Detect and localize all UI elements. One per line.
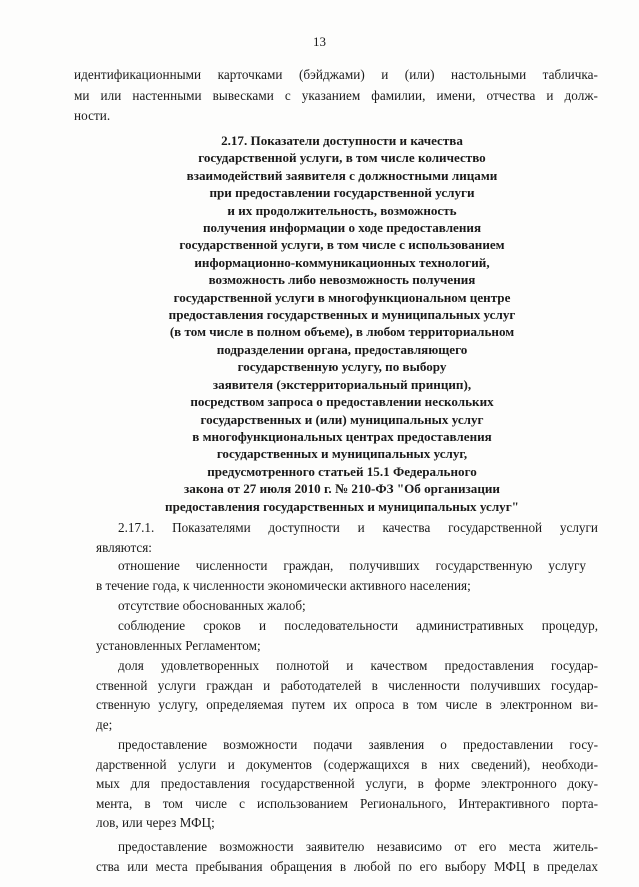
list-item (96, 556, 598, 595)
list-item (96, 656, 598, 734)
paragraph-2-17-1 (96, 518, 598, 557)
paragraph-line: предоставление возможности заявителю независимо от его места житель- (118, 839, 598, 854)
paragraph-line: мых для предоставления государственной услуги, в форме электронного доку- (96, 776, 598, 792)
paragraph-line: мента, в том числе с использованием Регионального, Интерактивного порта- (96, 795, 598, 811)
heading-line: (в том числе в полном объеме), в любом территориальном (169, 324, 515, 340)
paragraph-line: предоставление возможности подачи заявления о предоставлении госу- (118, 737, 598, 752)
heading-line: предоставления государственных и муниципальных услуг (168, 307, 516, 323)
list-item (96, 735, 598, 833)
heading-line: и их продолжительность, возможность (227, 202, 457, 218)
section-heading (70, 132, 614, 515)
heading-line: в многофункциональных центрах предоставления (192, 428, 492, 444)
heading-line: предоставления государственных и муниципальных услуг" (165, 498, 519, 514)
intro-paragraph (74, 65, 598, 127)
heading-line: государственных и муниципальных услуг, (216, 446, 468, 462)
list-item (118, 596, 598, 616)
paragraph-line: де; (96, 716, 113, 732)
heading-line: государственной услуги, в том числе количество (198, 150, 486, 166)
intro-line: ности. (74, 108, 111, 123)
heading-line: предусмотренного статьей 15.1 Федерального (207, 463, 477, 479)
intro-line: ми или настенными вывесками с указанием фамилии, имени, отчества и долж- (74, 87, 598, 103)
heading-line: заявителя (экстерриториальный принцип), (212, 376, 472, 392)
paragraph-line: соблюдение сроков и последовательности административных процедур, (118, 618, 598, 633)
heading-line: государственную услугу, по выбору (237, 359, 447, 375)
paragraph-line: ственной услуги граждан и работодателей в численности получивших государ- (96, 677, 598, 693)
paragraph-line: установленных Регламентом; (96, 637, 261, 653)
paragraph-line: отношение численности граждан, получивших государственную услугу (118, 558, 586, 573)
page-number: 13 (313, 34, 326, 49)
paragraph-line: 2.17.1. Показателями доступности и качества государственной услуги (118, 520, 598, 535)
paragraph-line: доля удовлетворенных полнотой и качеством предоставления государ- (118, 658, 598, 673)
heading-line: информационно-коммуникационных технологий, (194, 254, 490, 270)
paragraph-line: в течение года, к численности экономически активного населения; (96, 577, 471, 593)
intro-line: идентификационными карточками (бэйджами) и (или) настольными табличка- (74, 67, 598, 82)
heading-line: государственной услуги в многофункциональном центре (173, 289, 511, 305)
heading-line: возможность либо невозможность получения (208, 272, 476, 288)
heading-line: государственных и (или) муниципальных услуг (200, 411, 484, 427)
paragraph-line: ства или места пребывания обращения в любой по его выбору МФЦ в пределах (96, 858, 598, 874)
heading-line: подразделении органа, предоставляющего (216, 341, 468, 357)
heading-line: при предоставлении государственной услуги (209, 185, 475, 201)
heading-line: государственной услуги, в том числе с использованием (179, 237, 505, 253)
paragraph-line: ственную услугу, определяемая путем их опроса в том числе в электронном ви- (96, 697, 598, 713)
heading-line: взаимодействий заявителя с должностными лицами (186, 167, 498, 183)
heading-line: посредством запроса о предоставлении нескольких (190, 394, 494, 410)
paragraph-line: лов, или через МФЦ; (96, 815, 215, 831)
paragraph-line: являются: (96, 539, 152, 555)
heading-line: получения информации о ходе предоставления (202, 220, 482, 236)
heading-line: 2.17. Показатели доступности и качества (221, 133, 463, 148)
heading-line: закона от 27 июля 2010 г. № 210-ФЗ "Об организации (184, 481, 500, 497)
paragraph-line: отсутствие обоснованных жалоб; (118, 598, 306, 613)
list-item (96, 616, 598, 655)
paragraph-line: дарственной услуги и документов (содержащихся в них сведений), необходи- (96, 756, 598, 772)
list-item (96, 837, 598, 876)
